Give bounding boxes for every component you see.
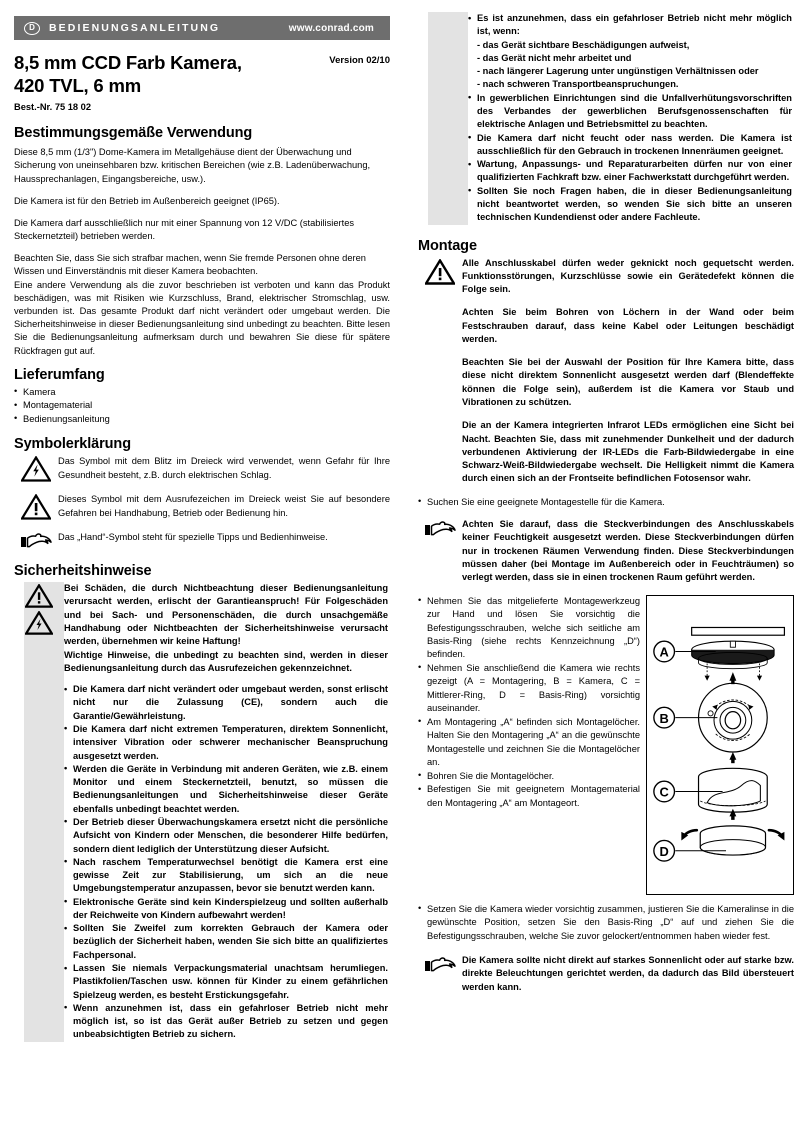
triangle-exclamation-icon	[25, 584, 53, 608]
montage-steps-list	[418, 595, 640, 811]
header-title: BEDIENUNGSANLEITUNG	[49, 22, 221, 34]
diagram-label-a: A	[659, 644, 669, 660]
safety-warning-p1: Bei Schäden, die durch Nichtbeachtung dieser Bedienungsanleitung verursacht werden, erlischt der Garantieanspruch! Für Folgeschäden und bei Sach- und Personenschäden, die durch unsachgemäße Handhabung oder Nichtbeachten der Sicherheitshinweise verursacht werden, übernehmen wir keine Haftung!	[64, 583, 388, 647]
list-item: • Die Kamera darf nicht extremen Temperaturen, direktem Sonnenlicht, intensiver Vibration oder schwerer mechanischer Beanspruchung ausgesetzt werden.	[64, 723, 388, 763]
list-item: • Wartung, Anpassungs- und Reparaturarbeiten dürfen nur von einer qualifizierten Fachkraft bzw. einer Fachwerkstatt durchgeführt werden.	[468, 158, 792, 185]
safety-bullet-list-right	[418, 12, 794, 225]
heading-symbol-explanation: Symbolerklärung	[14, 436, 131, 453]
montage-warning-row-1	[418, 257, 794, 297]
diagram-label-d: D	[659, 843, 669, 859]
list-item: • Montagematerial	[14, 399, 390, 412]
list-item	[468, 12, 792, 92]
camera-diagram-svg	[647, 596, 793, 896]
symbol-text-lightning: Das Symbol mit dem Blitz im Dreieck wird verwendet, wenn Gefahr für Ihre Gesundheit besteht, z.B. durch elektrischen Schlag.	[58, 456, 390, 480]
list-item: • Werden die Geräte in Verbindung mit anderen Geräten, wie z.B. einem Monitor und einem Steckernetzteil, benutzt, so müssen die Bedienungsanleitungen und Sicherheitshinweise dieser Geräte ebenfalls unbedingt beachtet werden.	[64, 763, 388, 816]
list-item: • Nach raschem Temperaturwechsel benötigt die Kamera erst eine gewisse Zeit zur Stabilisierung, um sich an die neue Umgebungstemperatur anzupassen, bevor sie benutzt werden kann.	[64, 856, 388, 896]
safety-inner-right	[418, 12, 794, 225]
symbol-text-exclamation: Dieses Symbol mit dem Ausrufezeichen im Dreieck weist Sie auf besondere Gefahren bei Handhabung, Betrieb oder Bedienung hin.	[58, 494, 390, 518]
montage-final-list	[418, 903, 794, 943]
danger-intro-text: Es ist anzunehmen, dass ein gefahrloser Betrieb nicht mehr möglich ist, wenn:	[477, 13, 792, 37]
camera-exploded-diagram	[646, 595, 794, 895]
symbol-row-lightning	[14, 455, 390, 482]
montage-steps-and-figure	[418, 595, 794, 895]
intended-use-p5: Eine andere Verwendung als die zuvor beschrieben ist verboten und kann das Produkt beschädigen, was mit Risiken wie Kurzschluss, Brand, elektrischer Stromschlag, usw. verbunden ist. Das gesamte Produkt darf nicht verändert oder umgebaut werden. Die Sicherheitshinweise in dieser Bedienungsanleitung sind unbedingt zu beachten. Bitte lesen Sie die Bedienungsanleitung aufmerksam durch und bewahren Sie diese für spätere Rückfragen gut auf.	[14, 279, 390, 356]
header-bar	[14, 16, 390, 40]
pointing-hand-icon	[14, 531, 58, 552]
page-title-line2: 420 TVL, 6 mm	[14, 74, 141, 96]
list-item: • Sollten Sie noch Fragen haben, die in dieser Bedienungsanleitung nicht beantwortet werden, so wenden Sie sich bitte an unseren technischen Kundendienst oder andere Fachleute.	[468, 185, 792, 225]
intended-use-p1: Diese 8,5 mm (1/3") Dome-Kamera im Metallgehäuse dient der Überwachung und Sicherung von uneinsehbaren bzw. kritischen Bereichen (wie z.B. Ladenüberwachung, Haussprechanlagen, Eingangsbereiche, usw.).	[14, 147, 371, 184]
page-title-line1: 8,5 mm CCD Farb Kamera,	[14, 52, 242, 73]
safety-shaded-block-continued	[418, 12, 794, 225]
montage-hand-note-text-1: Achten Sie darauf, dass die Steckverbindungen des Anschlusskabels keiner Feuchtigkeit ausgesetzt werden. Diese Steckverbindungen dürfen nur in trockenen Räumen Verwendung finden. Diese Steckverbindungen müssen daher (bei Montage im Außenbereich oder in Feuchträumen) so verlegt werden, dass sie in einen trockenen Raum geführt werden.	[462, 519, 794, 583]
heading-scope-of-delivery: Lieferumfang	[14, 366, 105, 383]
list-item: • Suchen Sie eine geeignete Montagestelle für die Kamera.	[418, 496, 794, 509]
order-number: Best.-Nr. 75 18 02	[14, 102, 92, 113]
triangle-lightning-icon	[25, 611, 53, 635]
list-item: • In gewerblichen Einrichtungen sind die Unfallverhütungsvorschriften des Verbandes der gewerblichen Berufsgenossenschaften für elektrische Anlagen und Betriebsmittel zu beachten.	[468, 92, 792, 132]
list-item: - nach schweren Transportbeanspruchungen.	[477, 79, 679, 90]
diagram-label-c: C	[659, 784, 669, 800]
list-item: • Elektronische Geräte sind kein Kinderspielzeug und sollten außerhalb der Reichweite von Kindern aufbewahrt werden!	[64, 896, 388, 923]
list-item: • Kamera	[14, 386, 390, 399]
list-item: - das Gerät nicht mehr arbeitet und	[477, 52, 632, 63]
list-item: - nach längerer Lagerung unter ungünstigen Verhältnissen oder	[477, 66, 759, 77]
montage-hand-note-row-2	[418, 954, 794, 994]
list-item: • Setzen Sie die Kamera wieder vorsichtig zusammen, justieren Sie die Kameralinse in die gewünschte Position, setzen Sie den Basis-Ring „D“ auf und ziehen Sie die Befestigungsschrauben, welche Sie zuvor gelockert/entnommen haben wieder fest.	[418, 903, 794, 943]
scope-of-delivery-list	[14, 386, 390, 426]
list-item: • Bedienungsanleitung	[14, 413, 390, 426]
safety-shaded-block	[14, 582, 390, 1042]
triangle-exclamation-icon	[418, 257, 462, 285]
safety-warning-p2: Wichtige Hinweise, die unbedingt zu beachten sind, werden in dieser Bedienungsanleitung durch das Ausrufezeichen gekennzeichnet.	[64, 649, 388, 673]
triangle-lightning-icon	[14, 455, 58, 482]
safety-warning-icons	[14, 582, 64, 635]
montage-warning-text-2: Achten Sie beim Bohren von Löchern in der Wand oder beim Festschrauben darauf, dass keine Kabel oder Leitungen beschädigt werden.	[462, 307, 794, 344]
list-item: • Sollten Sie Zweifel zum korrekten Gebrauch der Kamera oder bezüglich der Sicherheit haben, wenden Sie sich bitte an qualifiziertes Fachpersonal.	[64, 922, 388, 962]
list-item: • Am Montagering „A“ befinden sich Montagelöcher. Halten Sie den Montagering „A“ an die gewünschte Montagestelle und zeichnen Sie die Montagelöcher an.	[418, 716, 640, 770]
document-version: Version 02/10	[329, 55, 390, 66]
page-title	[14, 52, 242, 97]
montage-warning-text-1: Alle Anschlusskabel dürfen weder geknickt noch gequetscht werden. Funktionsstörungen, Kurzschlüsse sowie ein Gerätedefekt können die Folge sein.	[462, 257, 794, 295]
list-item: • Nehmen Sie das mitgelieferte Montagewerkzeug zur Hand und lösen Sie vorsichtig die Befestigungsschrauben, welche sich seitliche am Basis-Ring (siehe rechts Kennzeichnung „D“) befinden.	[418, 595, 640, 662]
title-row	[14, 52, 390, 97]
list-item: - das Gerät sichtbare Beschädigungen aufweist,	[477, 39, 690, 50]
montage-hand-note-row-1	[418, 518, 794, 584]
diagram-label-b: B	[659, 710, 669, 726]
danger-sub-list	[477, 39, 792, 92]
list-item: • Befestigen Sie mit geeignetem Montagematerial den Montagering „A“ am Montageort.	[418, 783, 640, 810]
list-item: • Die Kamera darf nicht feucht oder nass werden. Die Kamera ist ausschließlich für den Gebrauch in trockenen Innenräumen geeignet.	[468, 132, 792, 159]
montage-site-list	[418, 496, 794, 509]
heading-montage: Montage	[418, 237, 477, 254]
heading-intended-use: Bestimmungsgemäße Verwendung	[14, 125, 253, 142]
safety-warning-text	[64, 582, 390, 675]
montage-hand-note-text-2: Die Kamera sollte nicht direkt auf starkes Sonnenlicht oder auf starke bzw. direkte Beleuchtungen gerichtet werden, da dadurch das Bild übersteuert werden kann.	[462, 955, 794, 992]
symbol-row-hand	[14, 531, 390, 552]
intended-use-p3: Die Kamera darf ausschließlich nur mit einer Spannung von 12 V/DC (stabilisiertes Steckernetzteil) betrieben werden.	[14, 217, 355, 242]
intended-use-p2: Die Kamera ist für den Betrieb im Außenbereich geeignet (IP65).	[14, 195, 280, 206]
safety-inner	[14, 582, 390, 1042]
list-item: • Wenn anzunehmen ist, dass ein gefahrloser Betrieb nicht mehr möglich ist, so ist das Gerät außer Betrieb zu setzen und gegen unbeabsichtigten Betrieb zu sichern.	[64, 1002, 388, 1042]
header-website-url[interactable]: www.conrad.com	[288, 22, 374, 34]
montage-warning-text-4: Die an der Kamera integrierten Infrarot LEDs ermöglichen eine Sicht bei Nacht. Beachten Sie, dass mit zunehmender Dunkelheit und der dadurch verbundenen Aktivierung der IR-LEDs die Farb-Bildwiedergabe in eine Schwarz-Weiß-Bildwiedergabe wechselt. Die Helligkeit nimmt die Kamera durch einen sich an der Frontseite befindlichen Fotosensor wahr.	[462, 420, 794, 484]
heading-safety-notes: Sicherheitshinweise	[14, 563, 152, 580]
montage-warning-text-3: Beachten Sie bei der Auswahl der Position für Ihre Kamera bitte, dass diese nicht direktem Sonnenlicht ausgesetzt werden darf (Blendeffekte können die Folge sein), außerdem ist die Kamera vor Staub und Vibrationen zu schützen.	[462, 357, 794, 408]
list-item: • Der Betrieb dieser Überwachungskamera ersetzt nicht die persönliche Aufsicht von Kindern oder Menschen, die besonderer Hilfe bedürfen, sondern dient lediglich der Unterstützung dieser Aufsicht.	[64, 816, 388, 856]
symbol-row-exclamation	[14, 493, 390, 520]
intended-use-p4: Beachten Sie, dass Sie sich strafbar machen, wenn Sie fremde Personen ohne deren Wissen und Einverständnis mit dieser Kamera beobachten.	[14, 253, 366, 277]
montage-steps-column	[418, 595, 640, 811]
symbol-text-hand: Das „Hand“-Symbol steht für spezielle Tipps und Bedienhinweise.	[58, 532, 328, 543]
pointing-hand-icon	[418, 518, 462, 540]
right-column	[404, 0, 808, 1148]
triangle-exclamation-icon	[14, 493, 58, 520]
pointing-hand-icon	[418, 954, 462, 976]
list-item: • Lassen Sie niemals Verpackungsmaterial unachtsam herumliegen. Plastikfolien/Taschen usw. können für Kinder zu einem gefährlichen Spielzeug werden, es besteht Erstickungsgefahr.	[64, 962, 388, 1002]
safety-bullet-list-left	[14, 683, 390, 1042]
safety-warning-row	[14, 582, 390, 675]
list-item: • Bohren Sie die Montagelöcher.	[418, 770, 640, 783]
list-item: • Nehmen Sie anschließend die Kamera wie rechts gezeigt (A = Montagering, B = Kamera, C = Mittlerer-Ring, D = Basis-Ring) vorsichtig auseinander.	[418, 662, 640, 716]
language-badge-icon: D	[24, 22, 40, 35]
list-item: • Die Kamera darf nicht verändert oder umgebaut werden, sonst erlischt nicht nur die Zulassung (CE), sondern auch die Garantie/Gewährleistung.	[64, 683, 388, 723]
